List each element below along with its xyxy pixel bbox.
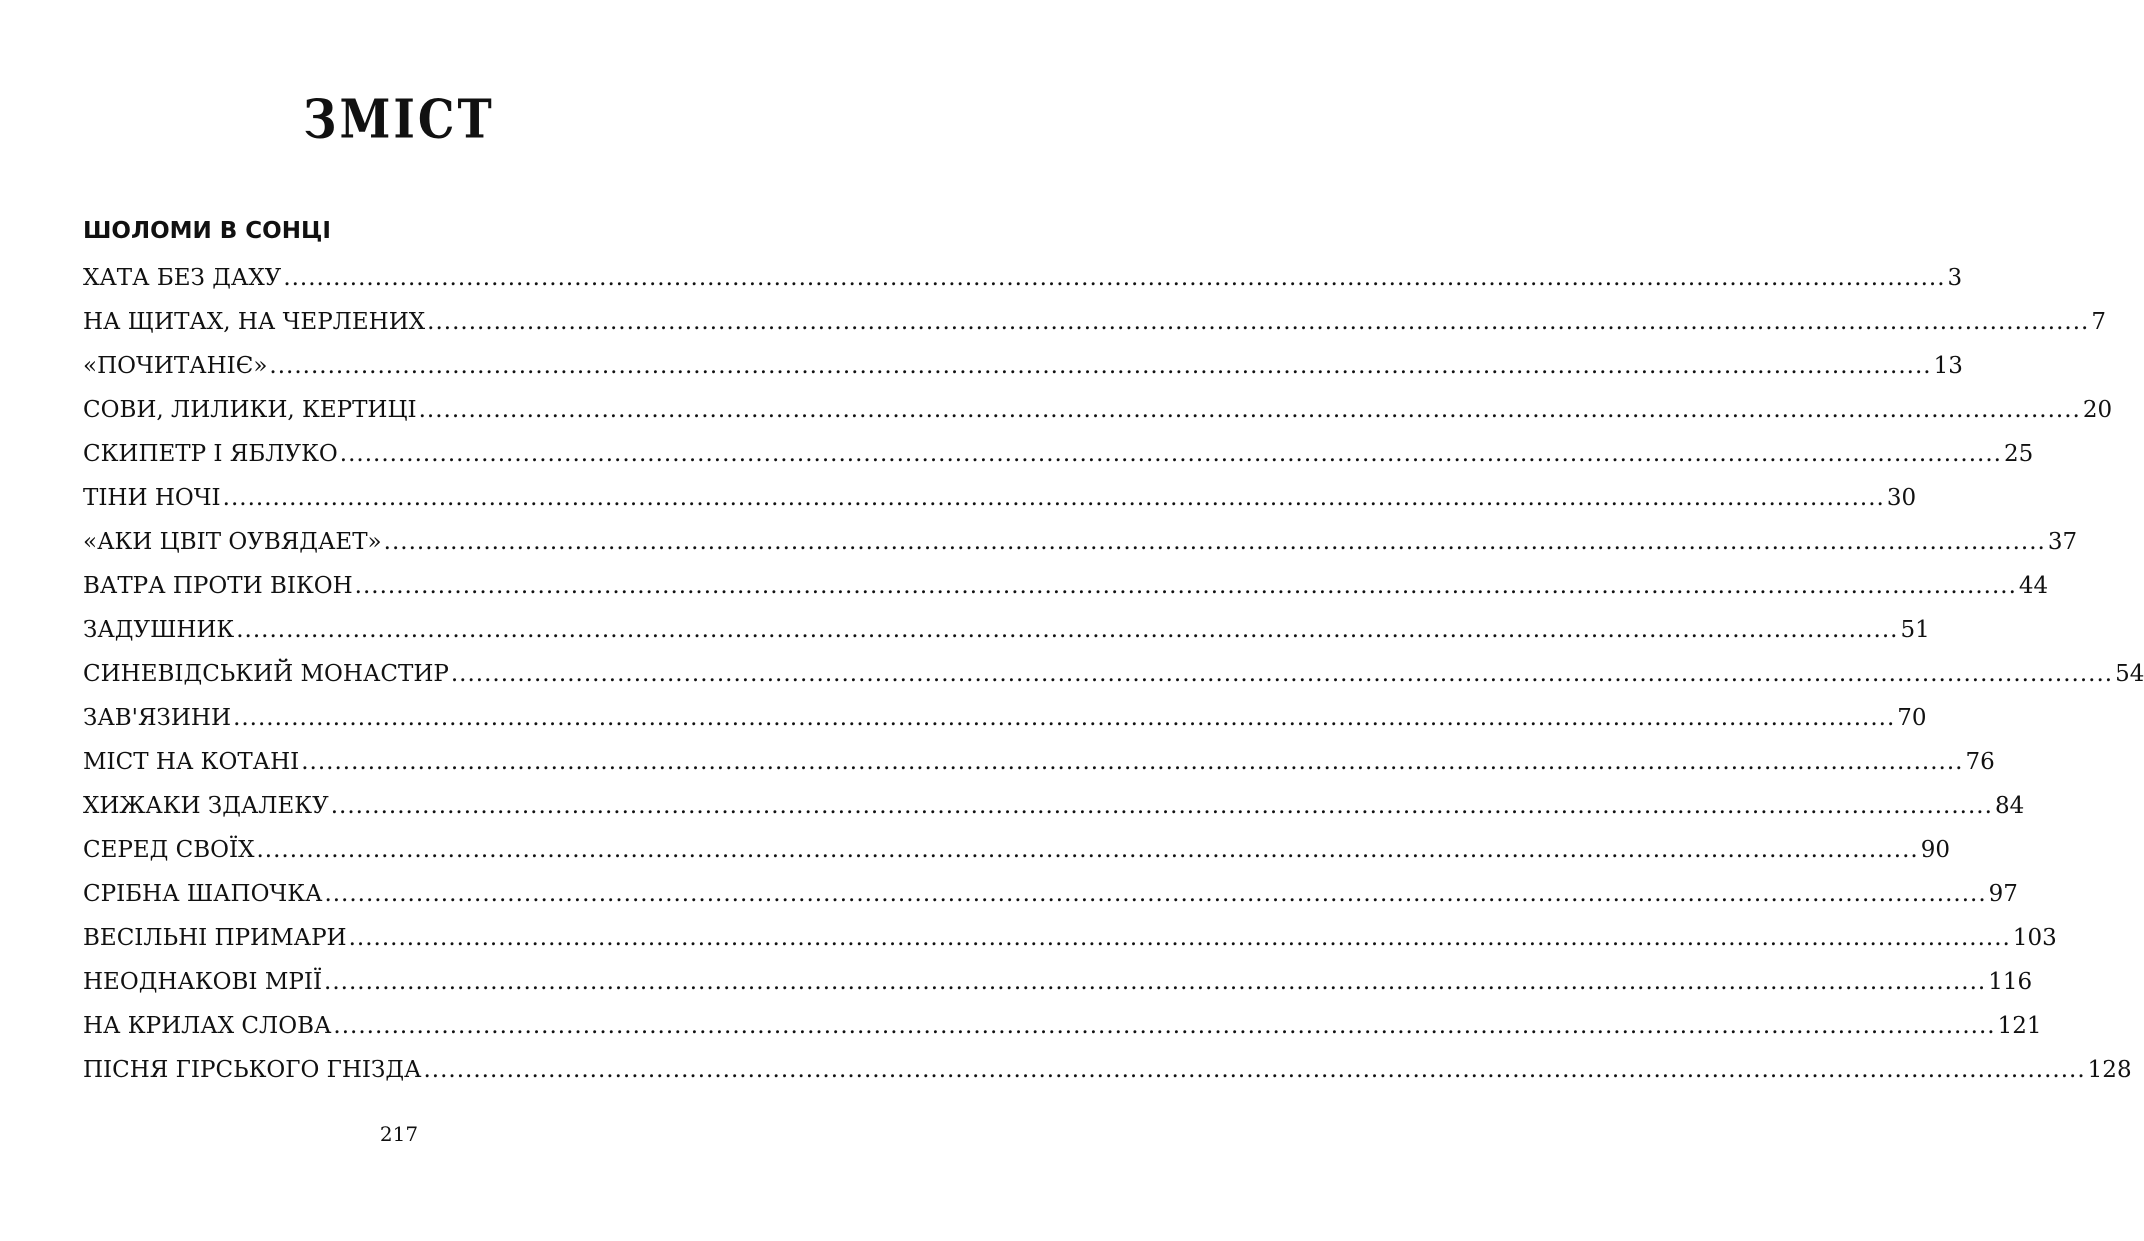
toc-leader-dots: ........................................................................................................................................................................................................ — [222, 485, 1885, 511]
toc-leader-dots: ........................................................................................................................................................................................................ — [427, 309, 2090, 335]
toc-entry — [83, 916, 2057, 960]
toc-leader-dots: ........................................................................................................................................................................................................ — [354, 573, 2017, 599]
toc-leader-dots: ........................................................................................................................................................................................................ — [418, 397, 2081, 423]
toc-leader-dots: ........................................................................................................................................................................................................ — [269, 353, 1932, 379]
toc-entry-page: 70 — [1897, 705, 1927, 731]
toc-entry — [83, 608, 1930, 652]
toc-entry — [83, 872, 2018, 916]
toc-leader-dots: ........................................................................................................................................................................................................ — [330, 793, 1993, 819]
toc-entry-page: 76 — [1965, 749, 1995, 775]
toc-entry — [83, 564, 2049, 608]
toc-entry-title: ВЕСІЛЬНІ ПРИМАРИ — [83, 925, 347, 951]
toc-entry — [83, 300, 2107, 344]
toc-entry-page: 90 — [1920, 837, 1950, 863]
toc-entry-page: 121 — [1997, 1013, 2042, 1039]
toc-entry-title: СКИПЕТР І ЯБЛУКО — [83, 441, 338, 467]
toc-leader-dots: ........................................................................................................................................................................................................ — [450, 661, 2114, 687]
toc-entry — [83, 476, 1917, 520]
toc-entry-title: СРІБНА ШАПОЧКА — [83, 881, 323, 907]
toc-entry — [83, 784, 2025, 828]
toc-entry — [83, 520, 2078, 564]
toc-entry — [83, 1004, 2042, 1048]
toc-entry — [83, 652, 2144, 696]
toc-entry-title: НА ЩИТАХ, НА ЧЕРЛЕНИХ — [83, 309, 426, 335]
toc-entry-title: ЗАДУШНИК — [83, 617, 235, 643]
toc-entry-title: ХИЖАКИ ЗДАЛЕКУ — [83, 793, 329, 819]
toc-entry-page: 13 — [1933, 353, 1963, 379]
toc-leader-dots: ........................................................................................................................................................................................................ — [383, 529, 2046, 555]
toc-leader-dots: ........................................................................................................................................................................................................ — [423, 1057, 2086, 1083]
toc-entry-title: «АКИ ЦВІТ ОУВЯДАЕТ» — [83, 529, 382, 555]
toc-entry-page: 128 — [2087, 1057, 2132, 1083]
toc-entry-title: НЕОДНАКОВІ МРІЇ — [83, 969, 323, 995]
toc-leader-dots: ........................................................................................................................................................................................................ — [236, 617, 1899, 643]
toc-entry-title: СОВИ, ЛИЛИКИ, КЕРТИЦІ — [83, 397, 417, 423]
toc-entry-title: «ПОЧИТАНІЄ» — [83, 353, 268, 379]
toc-entry-title: ЗАВ'ЯЗИНИ — [83, 705, 232, 731]
toc-leader-dots: ........................................................................................................................................................................................................ — [348, 925, 2011, 951]
toc-entry — [83, 388, 2113, 432]
section-heading: ШОЛОМИ В СОНЦІ — [83, 218, 331, 244]
toc-leader-dots: ........................................................................................................................................................................................................ — [256, 837, 1919, 863]
toc-entry — [83, 960, 2033, 1004]
toc-entry-title: ХАТА БЕЗ ДАХУ — [83, 265, 282, 291]
toc-entry-title: МІСТ НА КОТАНІ — [83, 749, 300, 775]
toc-entry-page: 25 — [2004, 441, 2034, 467]
toc-entry — [83, 256, 1963, 300]
toc-leader-dots: ........................................................................................................................................................................................................ — [333, 1013, 1996, 1039]
toc-leader-dots: ........................................................................................................................................................................................................ — [339, 441, 2002, 467]
toc-entry-page: 84 — [1994, 793, 2025, 819]
toc-entry-title: СИНЕВІДСЬКИЙ МОНАСТИР — [83, 661, 449, 687]
toc-entry — [83, 1048, 2132, 1092]
toc-entry-title: ТІНИ НОЧІ — [83, 485, 221, 511]
toc-entry-page: 51 — [1900, 617, 1930, 643]
toc-entry — [83, 432, 2034, 476]
toc-entry — [83, 696, 1927, 740]
toc-entry-page: 37 — [2047, 529, 2078, 555]
page-title: ЗМІСТ — [303, 87, 495, 151]
toc-entry-title: ВАТРА ПРОТИ ВІКОН — [83, 573, 353, 599]
toc-entry-title: НА КРИЛАХ СЛОВА — [83, 1013, 332, 1039]
toc-entry — [83, 740, 1995, 784]
toc-leader-dots: ........................................................................................................................................................................................................ — [233, 705, 1896, 731]
toc-entry-page: 54 — [2115, 661, 2144, 687]
toc-entry-page: 7 — [2091, 309, 2107, 335]
toc-entry-page: 116 — [1988, 969, 2033, 995]
toc-entry — [83, 344, 1963, 388]
toc-leader-dots: ........................................................................................................................................................................................................ — [301, 749, 1964, 775]
toc-leader-dots: ........................................................................................................................................................................................................ — [283, 265, 1946, 291]
toc-entry-title: СЕРЕД СВОЇХ — [83, 837, 255, 863]
toc-entry-page: 97 — [1988, 881, 2018, 907]
toc-entry-title: ПІСНЯ ГІРСЬКОГО ГНІЗДА — [83, 1057, 422, 1083]
toc-leader-dots: ........................................................................................................................................................................................................ — [324, 969, 1987, 995]
page-number: 217 — [379, 1122, 419, 1146]
toc-entry-page: 44 — [2018, 573, 2049, 599]
toc-entry-page: 3 — [1947, 265, 1963, 291]
toc-entry-page: 20 — [2082, 397, 2113, 423]
toc-entry-page: 30 — [1886, 485, 1917, 511]
toc-entry-page: 103 — [2012, 925, 2057, 951]
toc-entry — [83, 828, 1950, 872]
toc-leader-dots: ........................................................................................................................................................................................................ — [324, 881, 1987, 907]
toc-list — [83, 256, 2144, 1092]
